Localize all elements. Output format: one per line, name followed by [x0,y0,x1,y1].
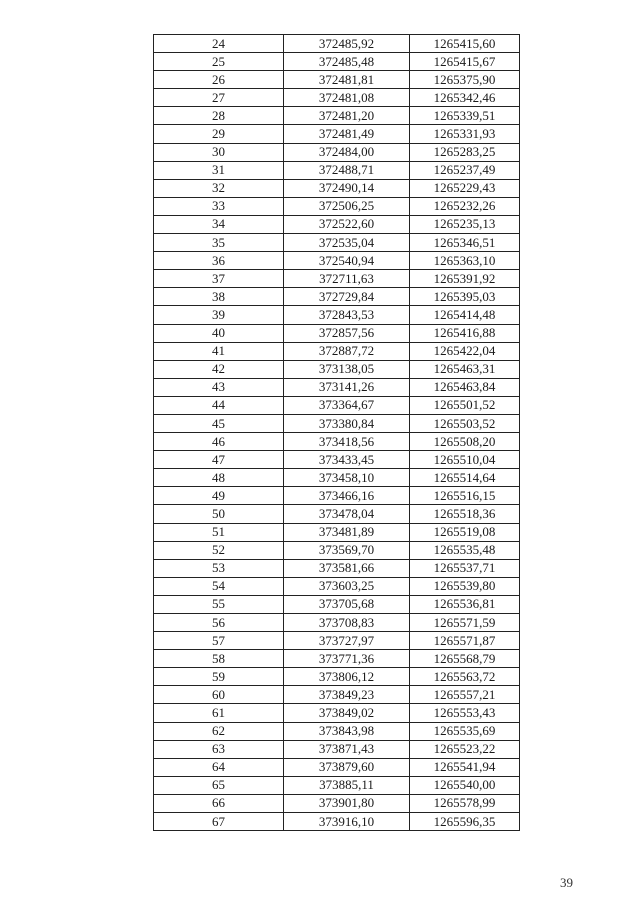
x-coordinate-cell: 372540,94 [284,252,410,270]
table-row [154,650,520,668]
y-coordinate-cell: 1265557,21 [410,686,520,704]
table-row [154,686,520,704]
page-number: 39 [560,875,573,890]
table-row [154,143,520,161]
x-coordinate-cell: 372484,00 [284,143,410,161]
point-number-cell: 43 [154,378,284,396]
table-row [154,288,520,306]
x-coordinate-cell: 372857,56 [284,324,410,342]
x-coordinate-cell: 372481,08 [284,89,410,107]
table-row [154,487,520,505]
point-number-cell: 38 [154,288,284,306]
table-row [154,71,520,89]
x-coordinate-cell: 372481,20 [284,107,410,125]
x-coordinate-cell: 373380,84 [284,414,410,432]
y-coordinate-cell: 1265596,35 [410,813,520,831]
x-coordinate-cell: 373478,04 [284,505,410,523]
point-number-cell: 28 [154,107,284,125]
table-row [154,469,520,487]
table-row [154,523,520,541]
table-row [154,197,520,215]
x-coordinate-cell: 373806,12 [284,668,410,686]
x-coordinate-cell: 372485,48 [284,53,410,71]
x-coordinate-cell: 373901,80 [284,794,410,812]
point-number-cell: 62 [154,722,284,740]
point-number-cell: 33 [154,197,284,215]
y-coordinate-cell: 1265331,93 [410,125,520,143]
y-coordinate-cell: 1265523,22 [410,740,520,758]
point-number-cell: 45 [154,414,284,432]
y-coordinate-cell: 1265503,52 [410,414,520,432]
y-coordinate-cell: 1265235,13 [410,215,520,233]
point-number-cell: 57 [154,632,284,650]
y-coordinate-cell: 1265541,94 [410,758,520,776]
point-number-cell: 65 [154,776,284,794]
point-number-cell: 36 [154,252,284,270]
table-row [154,414,520,432]
point-number-cell: 56 [154,614,284,632]
x-coordinate-cell: 373466,16 [284,487,410,505]
table-row [154,215,520,233]
table-row [154,668,520,686]
y-coordinate-cell: 1265342,46 [410,89,520,107]
x-coordinate-cell: 372535,04 [284,234,410,252]
table-row [154,89,520,107]
y-coordinate-cell: 1265375,90 [410,71,520,89]
table-row [154,758,520,776]
y-coordinate-cell: 1265416,88 [410,324,520,342]
y-coordinate-cell: 1265571,59 [410,614,520,632]
y-coordinate-cell: 1265578,99 [410,794,520,812]
point-number-cell: 25 [154,53,284,71]
y-coordinate-cell: 1265571,87 [410,632,520,650]
y-coordinate-cell: 1265415,60 [410,35,520,53]
table-row [154,595,520,613]
y-coordinate-cell: 1265463,84 [410,378,520,396]
table-row [154,53,520,71]
y-coordinate-cell: 1265518,36 [410,505,520,523]
point-number-cell: 61 [154,704,284,722]
table-row [154,125,520,143]
table-row [154,813,520,831]
point-number-cell: 31 [154,161,284,179]
table-row [154,740,520,758]
point-number-cell: 42 [154,360,284,378]
table-row [154,433,520,451]
point-number-cell: 59 [154,668,284,686]
y-coordinate-cell: 1265563,72 [410,668,520,686]
table-row [154,451,520,469]
x-coordinate-cell: 372843,53 [284,306,410,324]
point-number-cell: 55 [154,595,284,613]
x-coordinate-cell: 373603,25 [284,577,410,595]
table-row [154,577,520,595]
y-coordinate-cell: 1265391,92 [410,270,520,288]
x-coordinate-cell: 372729,84 [284,288,410,306]
y-coordinate-cell: 1265537,71 [410,559,520,577]
table-row [154,234,520,252]
x-coordinate-cell: 373141,26 [284,378,410,396]
table-row [154,306,520,324]
point-number-cell: 48 [154,469,284,487]
x-coordinate-cell: 372506,25 [284,197,410,215]
x-coordinate-cell: 373458,10 [284,469,410,487]
point-number-cell: 50 [154,505,284,523]
table-row [154,776,520,794]
point-number-cell: 46 [154,433,284,451]
x-coordinate-cell: 373843,98 [284,722,410,740]
y-coordinate-cell: 1265339,51 [410,107,520,125]
x-coordinate-cell: 373364,67 [284,396,410,414]
point-number-cell: 30 [154,143,284,161]
y-coordinate-cell: 1265535,48 [410,541,520,559]
x-coordinate-cell: 373581,66 [284,559,410,577]
x-coordinate-cell: 372887,72 [284,342,410,360]
x-coordinate-cell: 373705,68 [284,595,410,613]
y-coordinate-cell: 1265516,15 [410,487,520,505]
point-number-cell: 24 [154,35,284,53]
table-row [154,35,520,53]
x-coordinate-cell: 373885,11 [284,776,410,794]
y-coordinate-cell: 1265229,43 [410,179,520,197]
table-row [154,179,520,197]
x-coordinate-cell: 373708,83 [284,614,410,632]
x-coordinate-cell: 372522,60 [284,215,410,233]
point-number-cell: 49 [154,487,284,505]
point-number-cell: 44 [154,396,284,414]
table-row [154,614,520,632]
x-coordinate-cell: 373849,02 [284,704,410,722]
table-row [154,505,520,523]
table-row [154,794,520,812]
y-coordinate-cell: 1265514,64 [410,469,520,487]
point-number-cell: 53 [154,559,284,577]
table-row [154,360,520,378]
coordinates-table-body [154,35,520,831]
point-number-cell: 35 [154,234,284,252]
point-number-cell: 27 [154,89,284,107]
x-coordinate-cell: 373916,10 [284,813,410,831]
y-coordinate-cell: 1265237,49 [410,161,520,179]
table-row [154,161,520,179]
y-coordinate-cell: 1265415,67 [410,53,520,71]
x-coordinate-cell: 373433,45 [284,451,410,469]
point-number-cell: 58 [154,650,284,668]
y-coordinate-cell: 1265510,04 [410,451,520,469]
y-coordinate-cell: 1265501,52 [410,396,520,414]
y-coordinate-cell: 1265363,10 [410,252,520,270]
y-coordinate-cell: 1265535,69 [410,722,520,740]
x-coordinate-cell: 373138,05 [284,360,410,378]
table-row [154,559,520,577]
table-row [154,722,520,740]
x-coordinate-cell: 372485,92 [284,35,410,53]
x-coordinate-cell: 373771,36 [284,650,410,668]
point-number-cell: 26 [154,71,284,89]
point-number-cell: 60 [154,686,284,704]
x-coordinate-cell: 373871,43 [284,740,410,758]
y-coordinate-cell: 1265463,31 [410,360,520,378]
point-number-cell: 32 [154,179,284,197]
y-coordinate-cell: 1265539,80 [410,577,520,595]
point-number-cell: 41 [154,342,284,360]
y-coordinate-cell: 1265414,48 [410,306,520,324]
x-coordinate-cell: 373481,89 [284,523,410,541]
point-number-cell: 63 [154,740,284,758]
point-number-cell: 52 [154,541,284,559]
point-number-cell: 37 [154,270,284,288]
point-number-cell: 47 [154,451,284,469]
coordinates-table [153,34,520,831]
point-number-cell: 51 [154,523,284,541]
x-coordinate-cell: 373879,60 [284,758,410,776]
point-number-cell: 67 [154,813,284,831]
y-coordinate-cell: 1265232,26 [410,197,520,215]
x-coordinate-cell: 373418,56 [284,433,410,451]
point-number-cell: 66 [154,794,284,812]
point-number-cell: 39 [154,306,284,324]
x-coordinate-cell: 372711,63 [284,270,410,288]
y-coordinate-cell: 1265395,03 [410,288,520,306]
point-number-cell: 64 [154,758,284,776]
x-coordinate-cell: 372490,14 [284,179,410,197]
point-number-cell: 54 [154,577,284,595]
table-row [154,704,520,722]
table-row [154,632,520,650]
table-row [154,107,520,125]
y-coordinate-cell: 1265568,79 [410,650,520,668]
y-coordinate-cell: 1265540,00 [410,776,520,794]
y-coordinate-cell: 1265519,08 [410,523,520,541]
table-row [154,270,520,288]
y-coordinate-cell: 1265536,81 [410,595,520,613]
table-row [154,396,520,414]
x-coordinate-cell: 372481,81 [284,71,410,89]
x-coordinate-cell: 372481,49 [284,125,410,143]
x-coordinate-cell: 373849,23 [284,686,410,704]
point-number-cell: 34 [154,215,284,233]
point-number-cell: 40 [154,324,284,342]
y-coordinate-cell: 1265553,43 [410,704,520,722]
x-coordinate-cell: 373569,70 [284,541,410,559]
table-row [154,342,520,360]
y-coordinate-cell: 1265346,51 [410,234,520,252]
x-coordinate-cell: 372488,71 [284,161,410,179]
table-row [154,541,520,559]
x-coordinate-cell: 373727,97 [284,632,410,650]
y-coordinate-cell: 1265283,25 [410,143,520,161]
y-coordinate-cell: 1265422,04 [410,342,520,360]
table-row [154,324,520,342]
point-number-cell: 29 [154,125,284,143]
table-row [154,378,520,396]
table-row [154,252,520,270]
y-coordinate-cell: 1265508,20 [410,433,520,451]
